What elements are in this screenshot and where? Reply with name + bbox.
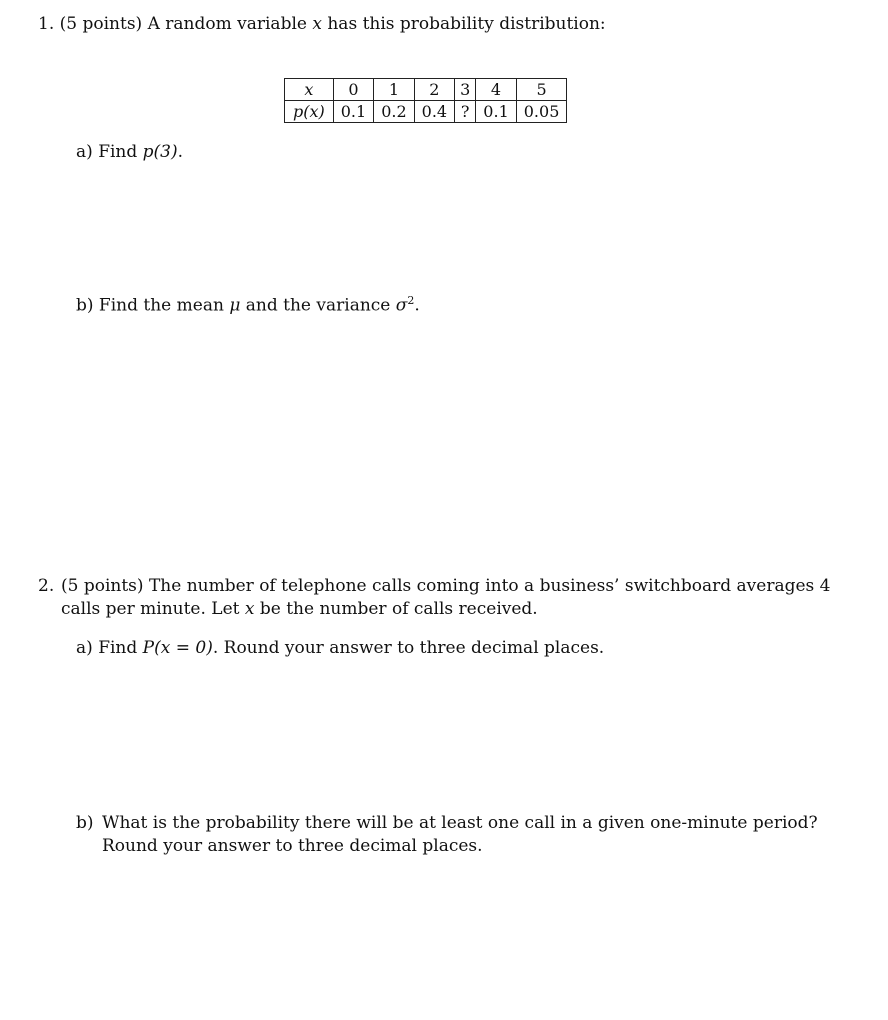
part-end: . (177, 142, 184, 162)
table-cell: 0.1 (476, 101, 516, 123)
question-2-stem (38, 575, 838, 621)
part-end: . (414, 295, 420, 316)
variable-x: x (312, 14, 322, 34)
stem-text: A random variable (147, 14, 307, 34)
table-cell: 0 (333, 79, 373, 101)
probability-distribution-table (284, 78, 567, 123)
table-cell: 2 (414, 79, 454, 101)
part-text: Find (98, 638, 138, 658)
question-2-part-b (76, 812, 836, 858)
part-label: b) (76, 295, 94, 316)
table-cell: 3 (455, 79, 476, 101)
stem-text-end: has this probability distribution: (327, 14, 606, 34)
question-1-stem (38, 13, 606, 36)
question-2-part-a (76, 637, 604, 660)
part-text: What is the probability there will be at least one call in a given one-minute period? Round your answer to three decimal places. (102, 813, 818, 856)
points-label: (5 points) (59, 14, 143, 34)
points-label: (5 points) (61, 576, 144, 596)
table-cell: ? (455, 101, 476, 123)
exponent: 2 (407, 294, 415, 307)
part-label: a) (76, 638, 93, 658)
table-cell: 0.05 (516, 101, 567, 123)
question-number: 2. (38, 576, 55, 596)
variable-x: x (244, 599, 255, 619)
question-2-body (61, 575, 838, 621)
row-header-px: p(x) (285, 101, 334, 123)
table-cell: 4 (476, 79, 516, 101)
question-1-part-b (76, 289, 420, 318)
question-number: 1. (38, 14, 55, 34)
part-expression: P(x = 0) (142, 638, 213, 658)
table-cell: 0.2 (374, 101, 414, 123)
stem-text-end: be the number of calls received. (259, 599, 538, 619)
table-cell: 0.1 (333, 101, 373, 123)
sigma-symbol: σ (395, 295, 408, 316)
table-row-x (285, 79, 567, 101)
table-cell: 5 (516, 79, 567, 101)
part-text-mid: and the variance (245, 295, 391, 316)
question-1-part-a (76, 141, 183, 164)
part-text-end: . Round your answer to three decimal places. (212, 638, 605, 658)
table-row-px (285, 101, 567, 123)
stem-text: The number of telephone calls coming into a business’ switchboard averages 4 calls per minute. Let (61, 576, 831, 619)
part-label: b) (76, 813, 94, 833)
table-cell: 1 (374, 79, 414, 101)
row-header-x: x (285, 79, 334, 101)
mu-symbol: μ (229, 295, 241, 316)
table-cell: 0.4 (414, 101, 454, 123)
part-expression: p(3) (142, 142, 178, 162)
part-text: Find (98, 142, 138, 162)
part-text: Find the mean (98, 295, 224, 316)
part-label: a) (76, 142, 93, 162)
